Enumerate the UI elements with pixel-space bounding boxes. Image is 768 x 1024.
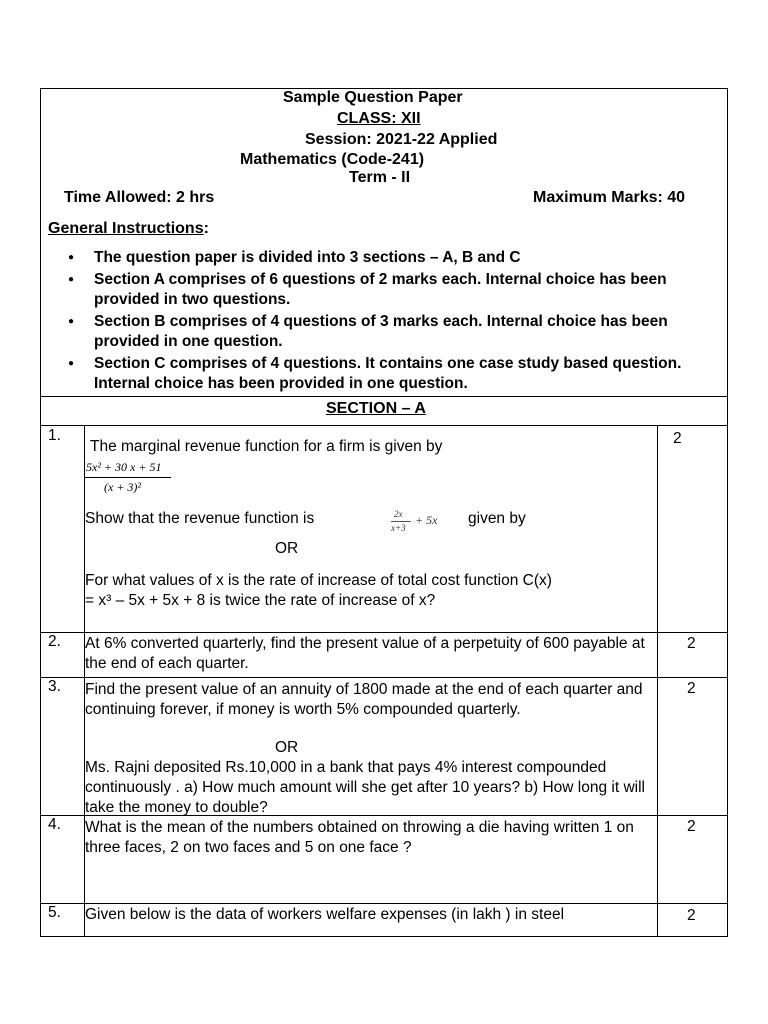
maximum-marks: Maximum Marks: 40 [533,189,686,206]
question-marks: 2 [687,818,696,835]
row-divider-2 [40,677,728,678]
question-marks: 2 [687,635,696,652]
section-a-heading: SECTION – A [326,400,426,417]
general-instructions-heading [48,220,209,238]
question-number: 2. [48,633,61,650]
question-number: 5. [48,904,61,921]
marginal-revenue-numerator: 5x² + 30 x + 51 [86,460,162,474]
class-label: CLASS: XII [337,110,421,127]
question-marks: 2 [687,907,696,924]
instruction-item: ● The question paper is divided into 3 sections – A, B and C [68,248,688,269]
general-instructions-title: General Instructions [48,220,204,237]
subject-label: Mathematics (Code-241) [240,151,425,168]
marginal-revenue-denominator: (x + 3)² [104,480,142,494]
general-instructions-colon: : [203,220,209,237]
question-4-text: What is the mean of the numbers obtained on throwing a die having written 1 on three faces, 2 on two faces and 5 on one face ? [85,819,634,856]
question-marks: 2 [687,680,696,697]
question-1-show-text: Show that the revenue function is [85,510,315,527]
instruction-item: ● Section A comprises of 6 questions of 2 marks each. Internal choice has been provided in two questions. [68,270,688,311]
row-divider-1 [40,632,728,633]
instructions-list [68,248,688,395]
question-number: 1. [48,427,61,444]
revenue-expression-tail: + 5x [415,513,438,527]
question-number: 4. [48,816,61,833]
paper-title: Sample Question Paper [283,89,463,106]
question-1-text: The marginal revenue function for a firm is given by [90,438,443,455]
question-marks: 2 [673,430,682,447]
session-label: Session: 2021-22 Applied [305,131,498,148]
revenue-fraction-numerator: 2x [394,509,403,519]
or-label: OR [275,739,299,756]
question-2-text: At 6% converted quarterly, find the present value of a perpetuity of 600 payable at the end of each quarter. [85,635,645,672]
question-3-text: Find the present value of an annuity of 1800 made at the end of each quarter and continuing forever, if money is worth 5% compounded quarterly. [85,681,643,718]
instruction-item: ● Section B comprises of 4 questions of 3 marks each. Internal choice has been provided in one question. [68,312,688,353]
question-5-text: Given below is the data of workers welfare expenses (in lakh ) in steel [85,906,565,923]
revenue-function-expression [388,508,452,538]
term-label: Term - II [349,169,411,186]
revenue-fraction-denominator: x+3 [391,523,406,533]
row-divider-4 [40,903,728,904]
time-allowed: Time Allowed: 2 hrs [64,189,215,206]
table-col-divider-right [657,425,658,937]
question-1-alternative: For what values of x is the rate of increase of total cost function C(x) = x³ – 5x + 5x + 8 is twice the rate of increase of x? [85,572,552,609]
instruction-item: ● Section C comprises of 4 questions. It contains one case study based question. Internal choice has been provided in one question. [68,354,688,395]
question-3-alternative: Ms. Rajni deposited Rs.10,000 in a bank that pays 4% interest compounded continuously . a) How much amount will she get after 10 years? b) How long it will take the money to double? [85,759,645,816]
revenue-fraction-bar [391,521,411,522]
question-number: 3. [48,678,61,695]
question-1-given-by: given by [468,510,526,527]
or-label: OR [275,540,299,557]
fraction-bar [85,477,171,478]
